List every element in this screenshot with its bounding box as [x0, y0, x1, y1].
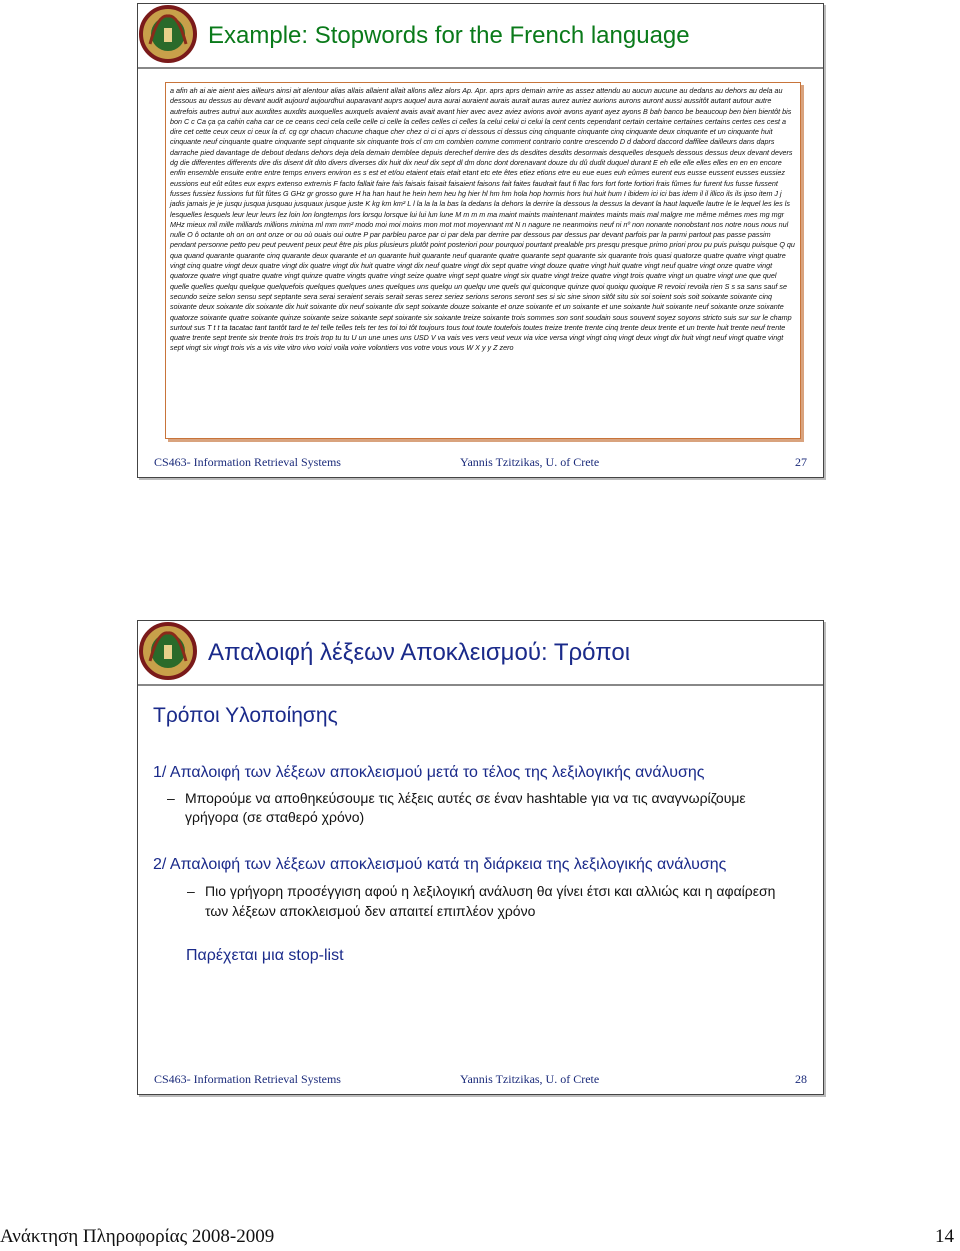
page-number: 14	[935, 1226, 954, 1247]
point-3: Παρέχεται μια stop-list	[186, 947, 344, 964]
dash-bullet: –	[187, 883, 195, 899]
university-logo-icon	[138, 621, 198, 681]
slide-27	[137, 3, 824, 478]
point-1: 1/ Απαλοιφή των λέξεων αποκλεισμού μετά το τέλος της λεξιλογικής ανάλυσης	[153, 764, 705, 781]
university-logo-icon	[138, 4, 198, 64]
footer-author: Yannis Tzitzikas, U. of Crete	[460, 1072, 600, 1086]
slide-footer	[154, 1072, 807, 1090]
title-divider	[138, 67, 823, 69]
page-footer-course: Ανάκτηση Πληροφορίας 2008-2009	[0, 1226, 275, 1247]
point-1-detail: Μπορούμε να αποθηκεύσουμε τις λέξεις αυτές σε έναν hashtable για να τις αναγνωρίζουμε γρήγορα (σε σταθερό χρόνο)	[185, 790, 746, 825]
slide-title: Example: Stopwords for the French language	[208, 22, 690, 49]
slide-28	[137, 620, 824, 1095]
title-divider	[138, 684, 823, 686]
slide-footer	[154, 455, 807, 473]
point-2-detail: Πιο γρήγορη προσέγγιση αφού η λεξιλογική ανάλυση θα γίνει έτσι και αλλιώς και η αφαίρεση των λέξεων αποκλεισμού δεν απαιτεί επιπλέον χρόνο	[205, 883, 776, 919]
section-subtitle: Τρόποι Υλοποίησης	[153, 704, 338, 727]
stopwords-textbox: a afin ah ai aie aient aies ailleurs ainsi ait alentour alias allais allaient allait allons allez alors Ap. Apr. aprs aprs demain arrire as assez attendu au aucun aucune au dedans au dehors au dela au dessous au dessus au devant audit aujourd aujourdhui auparavant auprs auquel aura aurai auraient aurais aurait auras aurez auriez aurions aurons auront aussi aussitôt autant autour autre autrefois autres autrui aux auxdites auxdits auxquelles auxquels avaient avais avait avant hier avec avez aviez avions avoir avons ayant ayez ayons B bah banco be beaucoup ben bien bientôt bis bon C c Ca ça ça cahin caha car ce ce ceans ceci cela celle celle ci celle la celles celles ci celles la celui celui ci celui la cent cents cependant certain certaine certaines certains certes ces cest a dire cet cette ceux ceux ci ceux la cf. cg cgr chacun chacune chaque cher chez ci ci ci aprs ci dessous ci dessus cinq cinquante cinquante cinq cinquante deux cinquante et un cinquante huit cinquante neuf cinquante quatre cinquante sept cinquante six cinquante trois cl cm cm combien comme comment contrario contre crescendo D d dabord daccord daffilee dailleurs dans daprs darrache pied davantage de debout dedans dehors deja dela demain demblee depuis derechef derrire des ds desdites desdits desormais desquelles desquels dessous dessus deux devant devers dg die differentes differents dire dis disent dit dito divers diverses dix huit dix neuf dix sept dl dm donc dont dorenavant douze du dû dudit duquel durant E eh elle elle elles elles en en en encore enfin ensemble ensuite entre entre temps envers environ es s est et et/ou etaient etais etait etant etc ete êtes etiez etions etre eu eue eues euh eûmes eurent eus eusse eussent eusses eussiez eussions eut eût eûtes eux exprs extenso extremis F facto fallait faire fais faisais faisait faisaient faisons fait faites faudrait faut fi flac fors fort forte fortiori frais fûmes fur furent fus fusse fussent fusses fussiez fussions fut fût fûtes G GHz gr grosso gure H ha han haut he hein hem heu hg hier hl hm hm hola hop hormis hors hui huit hum I ibidem ici ici bas idem il il illico ils ils ipso item J j jadis jamais je je jusqu jusqua jusquau jusquaux jusque juste K kg km km² L l la la la la bas la dedans la dehors la derrire la dessous la dessus la devant la haut laquelle lautre le le lequel les les ls lesquelles lesquels leur leur leurs lez loin lon longtemps lors lorsqu lorsque lui lui lun lune M m m m ma maint maints maintenant maintes maints mais mal malgre me même mêmes mes mg mgr MHz mieux mil mille milliards millions minima ml mm mm² modo moi moi moins mon mot mot moyennant mt N n nagure ne neanmoins neuf ni nº non nonante nonobstant nos notre nous nous nul nulle O ô octante oh on on ont onze or ou où ouais oui outre P par parbleu parce par ci par dela par derrire par dessous par dessus par devant parfois par la parmi partout pas passe passim pendant personne petto peu peut peuvent peux peut être pis plus plusieurs plutôt point posteriori pour pourquoi pourtant prealable prs presqu presque primo priori prou pu puis puisqu puisque Q qu qua quand quarante quarante cinq quarante deux quarante et un quarante huit quarante neuf quarante quatre quarante sept quarante six quarante trois quasi quatorze quatre quatre vingt quatre vingt cinq quatre vingt deux quatre vingt dix quatre vingt dix huit quatre vingt dix neuf quatre vingt dix sept quatre vingt douze quatre vingt huit quatre vingt neuf quatre vingt onze quatre vingt quatorze quatre vingt quatre quatre vingt quinze quatre vingts quatre vingt seize quatre vingt sept quatre vingt six quatre vingt treize quatre vingt trois quatre vingt un quatre vingt une que quel quelle quelles quelqu quelque quelquefois quelques quelques unes quelques uns quelqu un quelqu une quels qui quiconque quinze quoi quoiqu quoique R revoici revoila rien S s sa sans sauf se secundo seize selon sensu sept septante sera serai seraient serais serait seras serez seriez serions serons seront ses si sic sine sinon sitôt situ six soi soient sois soit soixante soixante cinq soixante deux soixante dix soixante dix huit soixante dix neuf soixante dix sept soixante douze soixante et onze soixante et un soixante et une soixante huit soixante neuf soixante onze soixante quatorze soixante quatre soixante quinze soixante seize soixante sept soixante six soixante treize soixante trois sommes son sont soudain sous souvent soyez soyons stricto suis sur sur le champ surtout sus T t t ta tacatac tant tantôt tard te tel telle telles tels ter tes toi toi tôt toujours tous tout toute toutefois toutes treize trente trente cinq trente deux trente et un trente huit trente neuf trente quatre trente sept trente six trente trois trs trois trop tu tu U un une unes uns USD V va vais ves vers veut veux via vice versa vingt vingt cinq vingt deux vingt dix huit vingt neuf vingt quatre vingt sept vingt six vingt trois vis a vis vite vitro vivo voici voila voire volontiers vos votre vous vous W X y y Z zero	[165, 82, 801, 439]
footer-course: CS463- Information Retrieval Systems	[154, 455, 341, 469]
point-2-detail-item	[187, 881, 795, 921]
point-1-detail-item	[167, 789, 775, 827]
footer-page-number: 28	[795, 1072, 807, 1086]
point-2: 2/ Απαλοιφή των λέξεων αποκλεισμού κατά τη διάρκεια της λεξιλογικής ανάλυσης	[153, 856, 727, 873]
footer-course: CS463- Information Retrieval Systems	[154, 1072, 341, 1086]
slide-title: Απαλοιφή λέξεων Αποκλεισμού: Τρόποι	[208, 639, 631, 666]
footer-page-number: 27	[795, 455, 807, 469]
dash-bullet: –	[167, 790, 175, 806]
footer-author: Yannis Tzitzikas, U. of Crete	[460, 455, 600, 469]
